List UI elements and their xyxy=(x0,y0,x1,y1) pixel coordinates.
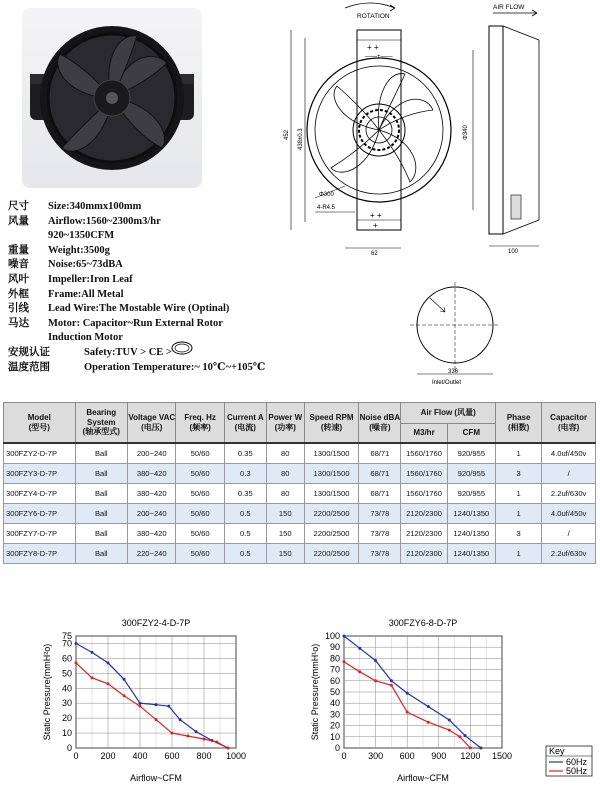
data-point-50hz xyxy=(374,679,377,682)
table-cell: 2.2uf/630v xyxy=(542,544,596,564)
y-tick-label: 50 xyxy=(329,687,340,697)
table-cell: Ball xyxy=(75,524,128,544)
y-axis-label: Static Pressure(mmH²o) xyxy=(42,643,52,741)
table-cell: 1300/1500 xyxy=(304,443,359,464)
table-row xyxy=(4,544,596,564)
table-body xyxy=(4,443,596,564)
spec-value: Motor: Capacitor~Run External Rotor xyxy=(48,317,223,329)
spec-row xyxy=(8,215,298,230)
spec-row xyxy=(8,200,298,215)
table-cell: 1 xyxy=(496,484,542,504)
data-point-60hz xyxy=(155,703,158,706)
inlet-outlet-drawing xyxy=(400,280,510,388)
table-row xyxy=(4,524,596,544)
spec-list xyxy=(8,200,298,375)
table-cell: 1240/1350 xyxy=(447,524,495,544)
table-row xyxy=(4,504,596,524)
table-cell: 150 xyxy=(266,524,304,544)
data-point-50hz xyxy=(215,741,218,744)
x-tick-label: 600 xyxy=(164,751,180,761)
table-row xyxy=(4,464,596,484)
table-cell: Ball xyxy=(75,504,128,524)
x-axis-label: Airflow~CFM xyxy=(130,773,182,783)
col-cfm-header: CFM xyxy=(447,424,495,444)
data-point-60hz xyxy=(374,659,377,662)
table-cell: 4.0uf/450v xyxy=(542,504,596,524)
data-point-50hz xyxy=(406,711,409,714)
dim-62-label: 62 xyxy=(371,251,378,257)
y-axis-label: Static Pressure(mmH¹o) xyxy=(310,643,320,741)
col-noise-header: Noise dBA (噪音) xyxy=(359,403,401,444)
col-m3hr-header: M3/hr xyxy=(401,424,447,444)
legend-title: Key xyxy=(549,746,565,756)
x-tick-label: 1000 xyxy=(225,751,247,761)
table-cell: Ball xyxy=(75,464,128,484)
y-tick-label: 50 xyxy=(61,668,72,679)
data-point-50hz xyxy=(203,738,206,741)
col-voltage-header: Voltage VAC (电压) xyxy=(128,403,176,444)
spec-label-cn: 风叶 xyxy=(8,273,29,285)
table-cell: Ball xyxy=(75,484,128,504)
dim-340-label: Φ340 xyxy=(463,125,469,140)
y-tick-label: 10 xyxy=(329,731,340,742)
x-tick-label: 0 xyxy=(341,751,347,761)
table-cell: 0.3 xyxy=(224,464,266,484)
data-point-50hz xyxy=(107,682,110,685)
table-cell: 0.35 xyxy=(224,484,266,504)
table-cell: 0.5 xyxy=(224,524,266,544)
table-cell: Ball xyxy=(75,443,128,464)
table-row xyxy=(4,443,596,464)
data-point-60hz xyxy=(179,718,182,721)
spec-label-cn: 引线 xyxy=(8,303,29,315)
table-cell: 380~420 xyxy=(128,524,176,544)
spec-value: Airflow:1560~2300m3/hr xyxy=(48,215,161,227)
data-point-50hz xyxy=(91,676,94,679)
table-cell: 1560/1760 xyxy=(401,484,447,504)
data-point-50hz xyxy=(343,660,346,663)
data-point-60hz xyxy=(107,661,110,664)
spec-row xyxy=(8,244,298,259)
legend-item: 50Hz xyxy=(566,766,588,776)
y-tick-label: 60 xyxy=(329,675,340,686)
col-freq-header: Freq. Hz (频率) xyxy=(176,403,224,444)
table-cell: 2120/2300 xyxy=(401,524,447,544)
table-cell: 1 xyxy=(496,443,542,464)
col-model-header: Model (型号) xyxy=(4,403,76,444)
data-point-60hz xyxy=(75,642,78,645)
spec-value-continued: Induction Motor xyxy=(48,332,123,344)
series-line-60hz xyxy=(76,644,228,749)
table-cell: 50/60 xyxy=(176,443,224,464)
data-point-60hz xyxy=(448,719,451,722)
legend-item: 60Hz xyxy=(566,757,588,767)
y-tick-label: 0 xyxy=(66,743,72,753)
table-cell: 300FZY8-D-7P xyxy=(4,544,76,564)
table-cell: 920/955 xyxy=(447,464,495,484)
x-tick-label: 0 xyxy=(73,751,79,761)
table-cell: 380~420 xyxy=(128,464,176,484)
data-point-50hz xyxy=(227,747,230,750)
chart-title: 300FZY6-8-D-7P xyxy=(388,618,458,628)
table-cell: 300FZY3-D-7P xyxy=(4,464,76,484)
table-cell: 73/78 xyxy=(359,504,401,524)
table-cell: 150 xyxy=(266,544,304,564)
data-point-50hz xyxy=(139,705,142,708)
x-tick-label: 1500 xyxy=(491,751,513,761)
col-bearing-header: Bearing System (轴承型式) xyxy=(75,403,128,444)
data-point-50hz xyxy=(469,747,472,750)
svg-text:+ +: + + xyxy=(367,43,379,52)
table-cell: 73/78 xyxy=(359,544,401,564)
dim-336-label: 336 xyxy=(448,369,459,375)
table-cell: 1240/1350 xyxy=(447,504,495,524)
spec-row xyxy=(8,361,298,376)
table-cell: 73/78 xyxy=(359,524,401,544)
rotation-label: ROTATION xyxy=(357,13,390,20)
y-tick-label: 10 xyxy=(61,728,72,739)
dim-438-label: 438±0.3 xyxy=(298,128,304,150)
spec-label-cn: 重量 xyxy=(8,244,29,256)
x-tick-label: 300 xyxy=(368,751,384,761)
spec-row xyxy=(8,258,298,273)
table-cell: 1300/1500 xyxy=(304,464,359,484)
spec-row xyxy=(8,302,298,317)
table-cell: 3 xyxy=(496,464,542,484)
table-cell: 300FZY6-D-7P xyxy=(4,504,76,524)
spec-value: Noise:65~73dBA xyxy=(48,259,123,271)
dim-4r45-label: 4-R4.5 xyxy=(317,205,336,211)
table-cell: 2200/2500 xyxy=(304,544,359,564)
product-photo xyxy=(22,8,202,188)
data-point-50hz xyxy=(155,718,158,721)
spec-value: Frame:All Metal xyxy=(48,288,124,300)
y-tick-label: 70 xyxy=(61,638,72,649)
dim-100-label: 100 xyxy=(508,249,519,255)
y-tick-label: 30 xyxy=(61,698,72,709)
col-capacitor-header: Capacitor (电容) xyxy=(542,403,596,444)
x-tick-label: 400 xyxy=(132,751,148,761)
table-cell: 50/60 xyxy=(176,464,224,484)
y-tick-label: 40 xyxy=(61,683,72,694)
data-point-60hz xyxy=(343,635,346,638)
svg-text:+: + xyxy=(373,221,378,230)
dim-300-label: Φ300 xyxy=(319,192,334,198)
airflow-label: AIR FLOW xyxy=(493,4,525,11)
table-cell: 50/60 xyxy=(176,524,224,544)
spec-label-cn: 风量 xyxy=(8,215,29,227)
table-cell: 80 xyxy=(266,464,304,484)
fan-photo-illustration xyxy=(22,8,202,188)
spec-row xyxy=(8,273,298,288)
data-point-60hz xyxy=(139,702,142,705)
data-point-60hz xyxy=(91,651,94,654)
data-point-50hz xyxy=(448,729,451,732)
x-tick-label: 900 xyxy=(431,751,447,761)
col-speed-header: Speed RPM (转速) xyxy=(304,403,359,444)
table-cell: 300FZY2-D-7P xyxy=(4,443,76,464)
table-cell: 1560/1760 xyxy=(401,443,447,464)
spec-value: Size:340mmx100mm xyxy=(48,201,142,212)
data-point-60hz xyxy=(123,678,126,681)
spec-value: Lead Wire:The Mostable Wire (Optinal) xyxy=(48,303,230,315)
table-cell: 300FZY4-D-7P xyxy=(4,484,76,504)
y-tick-label: 20 xyxy=(61,713,72,724)
y-tick-label: 90 xyxy=(329,642,340,653)
table-cell: 50/60 xyxy=(176,504,224,524)
table-cell: 80 xyxy=(266,484,304,504)
spec-value: Safety:TUV > CE > xyxy=(84,346,172,358)
data-point-50hz xyxy=(187,735,190,738)
data-point-50hz xyxy=(171,732,174,735)
x-tick-label: 800 xyxy=(196,751,212,761)
data-point-60hz xyxy=(427,705,430,708)
chart-title: 300FZY2-4-D-7P xyxy=(121,618,191,628)
chart-300fzy6-8 xyxy=(300,612,600,800)
spec-value-continued: 920~1350CFM xyxy=(48,230,115,242)
data-point-60hz xyxy=(195,730,198,733)
spec-value: Weight:3500g xyxy=(48,244,110,256)
spec-label-cn: 温度范围 xyxy=(8,361,50,373)
table-cell: / xyxy=(542,464,596,484)
data-point-50hz xyxy=(390,684,393,687)
spec-label-cn: 尺寸 xyxy=(8,201,29,212)
table-cell: 2.2uf/630v xyxy=(542,484,596,504)
spec-value: Impeller:Iron Leaf xyxy=(48,273,133,285)
model-spec-table xyxy=(3,402,596,564)
spec-row xyxy=(8,346,298,361)
data-point-60hz xyxy=(479,747,482,750)
ccc-certification-logo xyxy=(171,341,193,355)
svg-text:——+——: ——+—— xyxy=(365,54,393,60)
table-cell: 0.5 xyxy=(224,544,266,564)
table-cell: 2120/2300 xyxy=(401,544,447,564)
data-point-60hz xyxy=(406,692,409,695)
table-cell: 2120/2300 xyxy=(401,504,447,524)
col-current-header: Current A (电流) xyxy=(224,403,266,444)
table-cell: 1300/1500 xyxy=(304,484,359,504)
data-point-60hz xyxy=(464,734,467,737)
y-tick-label: 75 xyxy=(61,631,72,641)
data-point-60hz xyxy=(358,647,361,650)
table-cell: 1240/1350 xyxy=(447,544,495,564)
chart-300fzy2-4 xyxy=(0,612,270,800)
table-cell: 220~240 xyxy=(128,544,176,564)
spec-label-cn: 噪音 xyxy=(8,259,29,271)
spec-label-cn: 马达 xyxy=(8,317,29,329)
table-cell: 920/955 xyxy=(447,443,495,464)
table-cell: 4.0uf/450v xyxy=(542,443,596,464)
front-side-drawing xyxy=(275,0,600,265)
x-tick-label: 1200 xyxy=(460,751,481,761)
table-cell: 0.35 xyxy=(224,443,266,464)
y-tick-label: 80 xyxy=(329,653,340,664)
table-cell: 0.5 xyxy=(224,504,266,524)
col-airflow-header: Air Flow (风量) xyxy=(401,403,496,424)
y-tick-label: 0 xyxy=(334,743,340,753)
spec-label-cn: 安规认证 xyxy=(8,346,50,358)
data-point-50hz xyxy=(427,721,430,724)
table-cell: 80 xyxy=(266,443,304,464)
data-point-50hz xyxy=(123,694,126,697)
table-cell: / xyxy=(542,524,596,544)
inlet-outlet-label: Inlet/Outlet xyxy=(432,380,462,386)
table-cell: 200~240 xyxy=(128,504,176,524)
table-cell: 68/71 xyxy=(359,484,401,504)
series-line-50hz xyxy=(76,663,228,748)
table-cell: 200~240 xyxy=(128,443,176,464)
x-axis-label: Airflow~CFM xyxy=(397,773,449,783)
dim-452-label: 452 xyxy=(284,129,290,140)
table-cell: 68/71 xyxy=(359,464,401,484)
table-cell: 68/71 xyxy=(359,443,401,464)
col-power-header: Power W (功率) xyxy=(266,403,304,444)
table-cell: 150 xyxy=(266,504,304,524)
table-cell: 920/955 xyxy=(447,484,495,504)
table-cell: 50/60 xyxy=(176,484,224,504)
spec-row xyxy=(8,317,298,332)
spec-label-cn: 外框 xyxy=(8,288,29,300)
table-cell: 300FZY7-D-7P xyxy=(4,524,76,544)
svg-text:+ +: + + xyxy=(370,211,382,220)
x-tick-label: 600 xyxy=(399,751,415,761)
data-point-50hz xyxy=(75,661,78,664)
y-tick-label: 60 xyxy=(61,653,72,664)
table-cell: 2200/2500 xyxy=(304,524,359,544)
table-row xyxy=(4,484,596,504)
x-tick-label: 200 xyxy=(100,751,116,761)
y-tick-label: 70 xyxy=(329,664,340,675)
col-phase-header: Phase (相数) xyxy=(496,403,542,444)
table-cell: 2200/2500 xyxy=(304,504,359,524)
data-point-50hz xyxy=(358,670,361,673)
table-cell: 3 xyxy=(496,524,542,544)
table-cell: 1560/1760 xyxy=(401,464,447,484)
spec-value: Operation Temperature:~ 10℃~+105℃ xyxy=(84,361,266,373)
table-cell: 1 xyxy=(496,504,542,524)
data-point-50hz xyxy=(458,735,461,738)
y-tick-label: 100 xyxy=(324,631,340,641)
data-point-60hz xyxy=(390,679,393,682)
table-cell: 50/60 xyxy=(176,544,224,564)
table-cell: 1 xyxy=(496,544,542,564)
y-tick-label: 20 xyxy=(329,720,340,731)
data-point-60hz xyxy=(167,705,170,708)
table-cell: 380~420 xyxy=(128,484,176,504)
spec-row xyxy=(8,288,298,303)
y-tick-label: 40 xyxy=(329,698,340,709)
y-tick-label: 30 xyxy=(329,709,340,720)
table-cell: Ball xyxy=(75,544,128,564)
